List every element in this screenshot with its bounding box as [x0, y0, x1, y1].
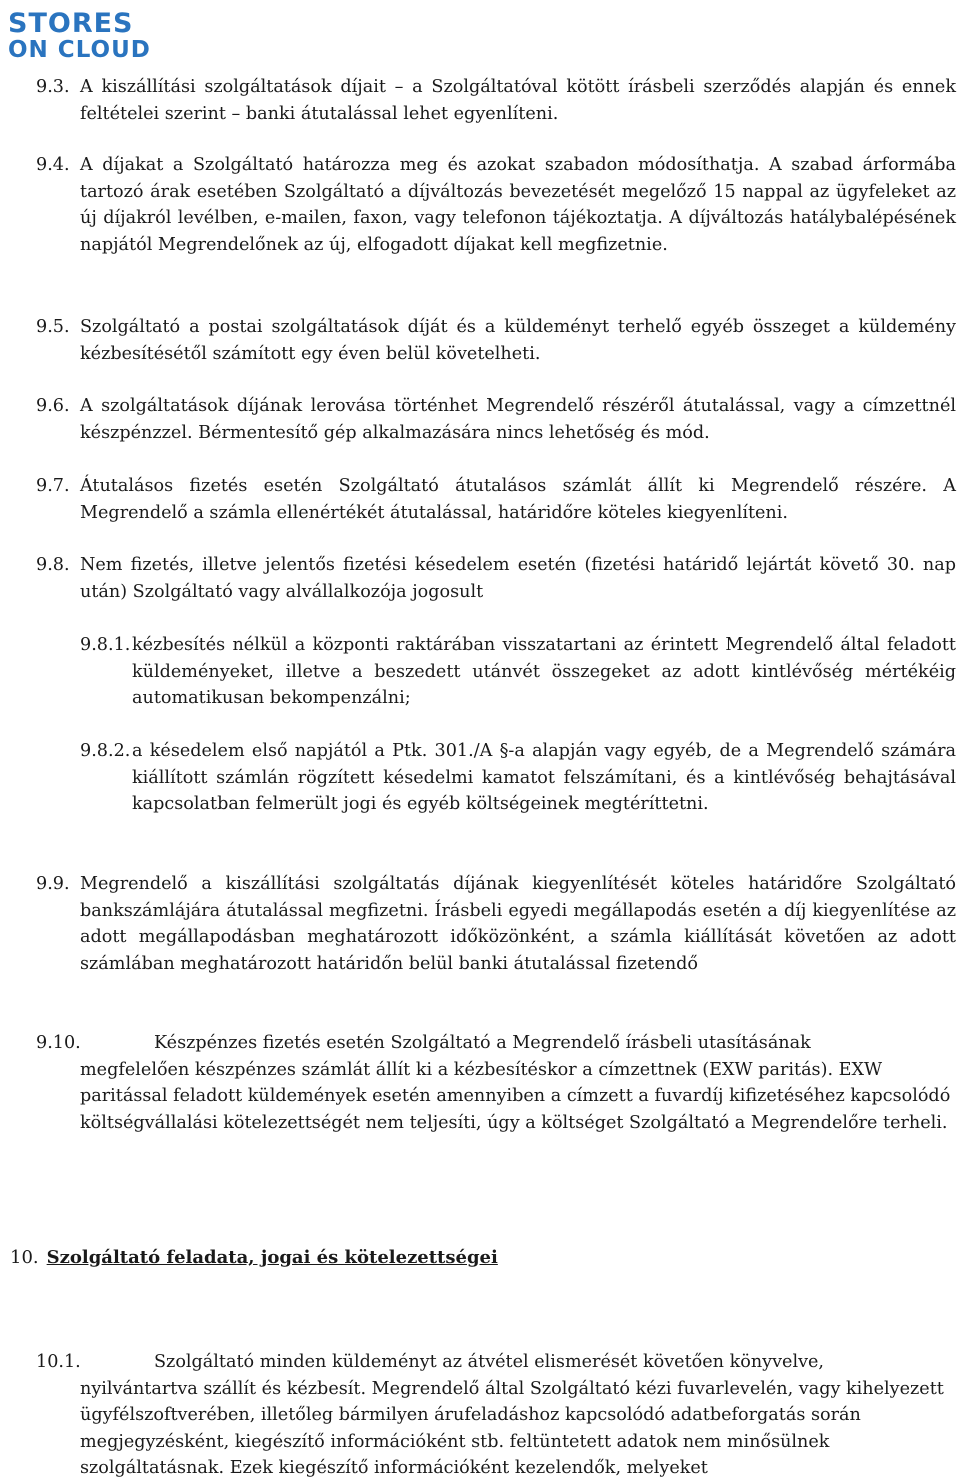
paragraph-number: 9.5. [36, 317, 70, 337]
paragraph-number: 9.6. [36, 396, 70, 416]
paragraph-text: kézbesítés nélkül a központi raktárában visszatartani az érintett Megrendelő által feladott küldeményeket, illetve a beszedett utánvét összegeket az adott kintlévőség mértékéig automatikusan bekompenzálni; [132, 635, 956, 709]
paragraph-9-4 [36, 152, 956, 258]
paragraph-number: 9.8. [36, 555, 70, 575]
paragraph-first-line: Szolgáltató minden küldeményt az átvétel elismerését követően könyvelve, [154, 1352, 825, 1372]
paragraph-text: Átutalásos fizetés esetén Szolgáltató átutalásos számlát állít ki Megrendelő részére. A Megrendelő a számla ellenértékét átutalással, határidőre köteles kiegyenlíteni. [80, 476, 956, 523]
paragraph-9-8-2 [36, 738, 956, 818]
logo-line-2: ON CLOUD [8, 37, 151, 63]
paragraph-text: a késedelem első napjától a Ptk. 301./A §-a alapján vagy egyéb, de a Megrendelő számára kiállított számlán rögzített késedelmi kamatot felszámítani, és a kintlévőség behajtásával kapcsolatban felmerült jogi és egyéb költségeinek megtéríttetni. [132, 741, 956, 815]
paragraph-number: 9.8.1. [80, 635, 131, 655]
paragraph-number: 9.3. [36, 77, 70, 97]
paragraph-number: 9.8.2. [80, 741, 131, 761]
paragraph-10-1 [36, 1349, 956, 1482]
paragraph-number: 9.4. [36, 155, 70, 175]
paragraph-number: 9.7. [36, 476, 70, 496]
paragraph-text: Szolgáltató a postai szolgáltatások díját és a küldeményt terhelő egyéb összeget a küldemény kézbesítésétől számított egy éven belül követelheti. [80, 317, 956, 364]
paragraph-9-6 [36, 393, 956, 446]
paragraph-text: A kiszállítási szolgáltatások díjait – a Szolgáltatóval kötött írásbeli szerződés alapján és ennek feltételei szerint – banki átutalással lehet egyenlíteni. [80, 77, 956, 124]
paragraph-text: Nem fizetés, illetve jelentős fizetési késedelem esetén (fizetési határidő lejártát követő 30. nap után) Szolgáltató vagy alvállalkozója jogosult [80, 555, 956, 602]
stores-on-cloud-logo [8, 8, 168, 66]
paragraph-text: megfelelően készpénzes számlát állít ki a kézbesítéskor a címzettnek (EXW paritás). EXW paritással feladott küldemények esetén amennyiben a címzett a fuvardíj kifizetéséhez kapcsolódó költségvállalási kötelezettségét nem teljesíti, úgy a költséget Szolgáltató a Megrendelőre terheli. [80, 1059, 951, 1133]
paragraph-text: A szolgáltatások díjának lerovása történhet Megrendelő részéről átutalással, vagy a címzettnél készpénzzel. Bérmentesítő gép alkalmazására nincs lehetőség és mód. [80, 396, 956, 443]
paragraph-text: Megrendelő a kiszállítási szolgáltatás díjának kiegyenlítését köteles határidőre Szolgáltató bankszámlájára átutalással megfizetni. Írásbeli egyedi megállapodás esetén a díj kiegyenlítése az adott megállapodásban meghatározott időközönként, a számla kiállítását követően az adott számlában meghatározott határidőn belül banki átutalással fizetendő [80, 874, 956, 974]
section-title: Szolgáltató feladata, jogai és kötelezettségei [46, 1247, 498, 1268]
paragraph-9-5 [36, 314, 956, 367]
paragraph-9-10 [36, 1030, 956, 1136]
paragraph-9-8 [36, 552, 956, 605]
paragraph-number: 10.1. [36, 1352, 81, 1372]
paragraph-number: 9.9. [36, 874, 70, 894]
paragraph-text: nyilvántartva szállít és kézbesít. Megrendelő által Szolgáltató kézi fuvarlevelén, vagy kihelyezett ügyfélszoftverében, illetőleg bármilyen árufeladáshoz kapcsolódó adatbeforgatás során megjegyzésként, kiegészítő információként stb. feltüntetett adatok nem minősülnek szolgáltatásnak. Ezek kiegészítő információként kezelendők, melyeket [80, 1378, 944, 1479]
paragraph-9-9 [36, 871, 956, 977]
paragraph-9-7 [36, 473, 956, 526]
section-heading-10 [10, 1245, 950, 1271]
logo-line-1: STORES [8, 8, 134, 39]
section-number: 10. [10, 1247, 39, 1268]
paragraph-number: 9.10. [36, 1033, 81, 1053]
paragraph-first-line: Készpénzes fizetés esetén Szolgáltató a Megrendelő írásbeli utasításának [154, 1033, 811, 1053]
paragraph-9-8-1 [36, 632, 956, 712]
paragraph-text: A díjakat a Szolgáltató határozza meg és azokat szabadon módosíthatja. A szabad árformába tartozó árak esetében Szolgáltató a díjváltozás bevezetését megelőző 15 nappal az ügyfeleket az új díjakról levélben, e-mailen, faxon, vagy telefonon tájékoztatja. A díjváltozás hatálybalépésének napjától Megrendelőnek az új, elfogadott díjakat kell megfizetnie. [80, 155, 956, 255]
paragraph-9-3 [36, 74, 956, 127]
